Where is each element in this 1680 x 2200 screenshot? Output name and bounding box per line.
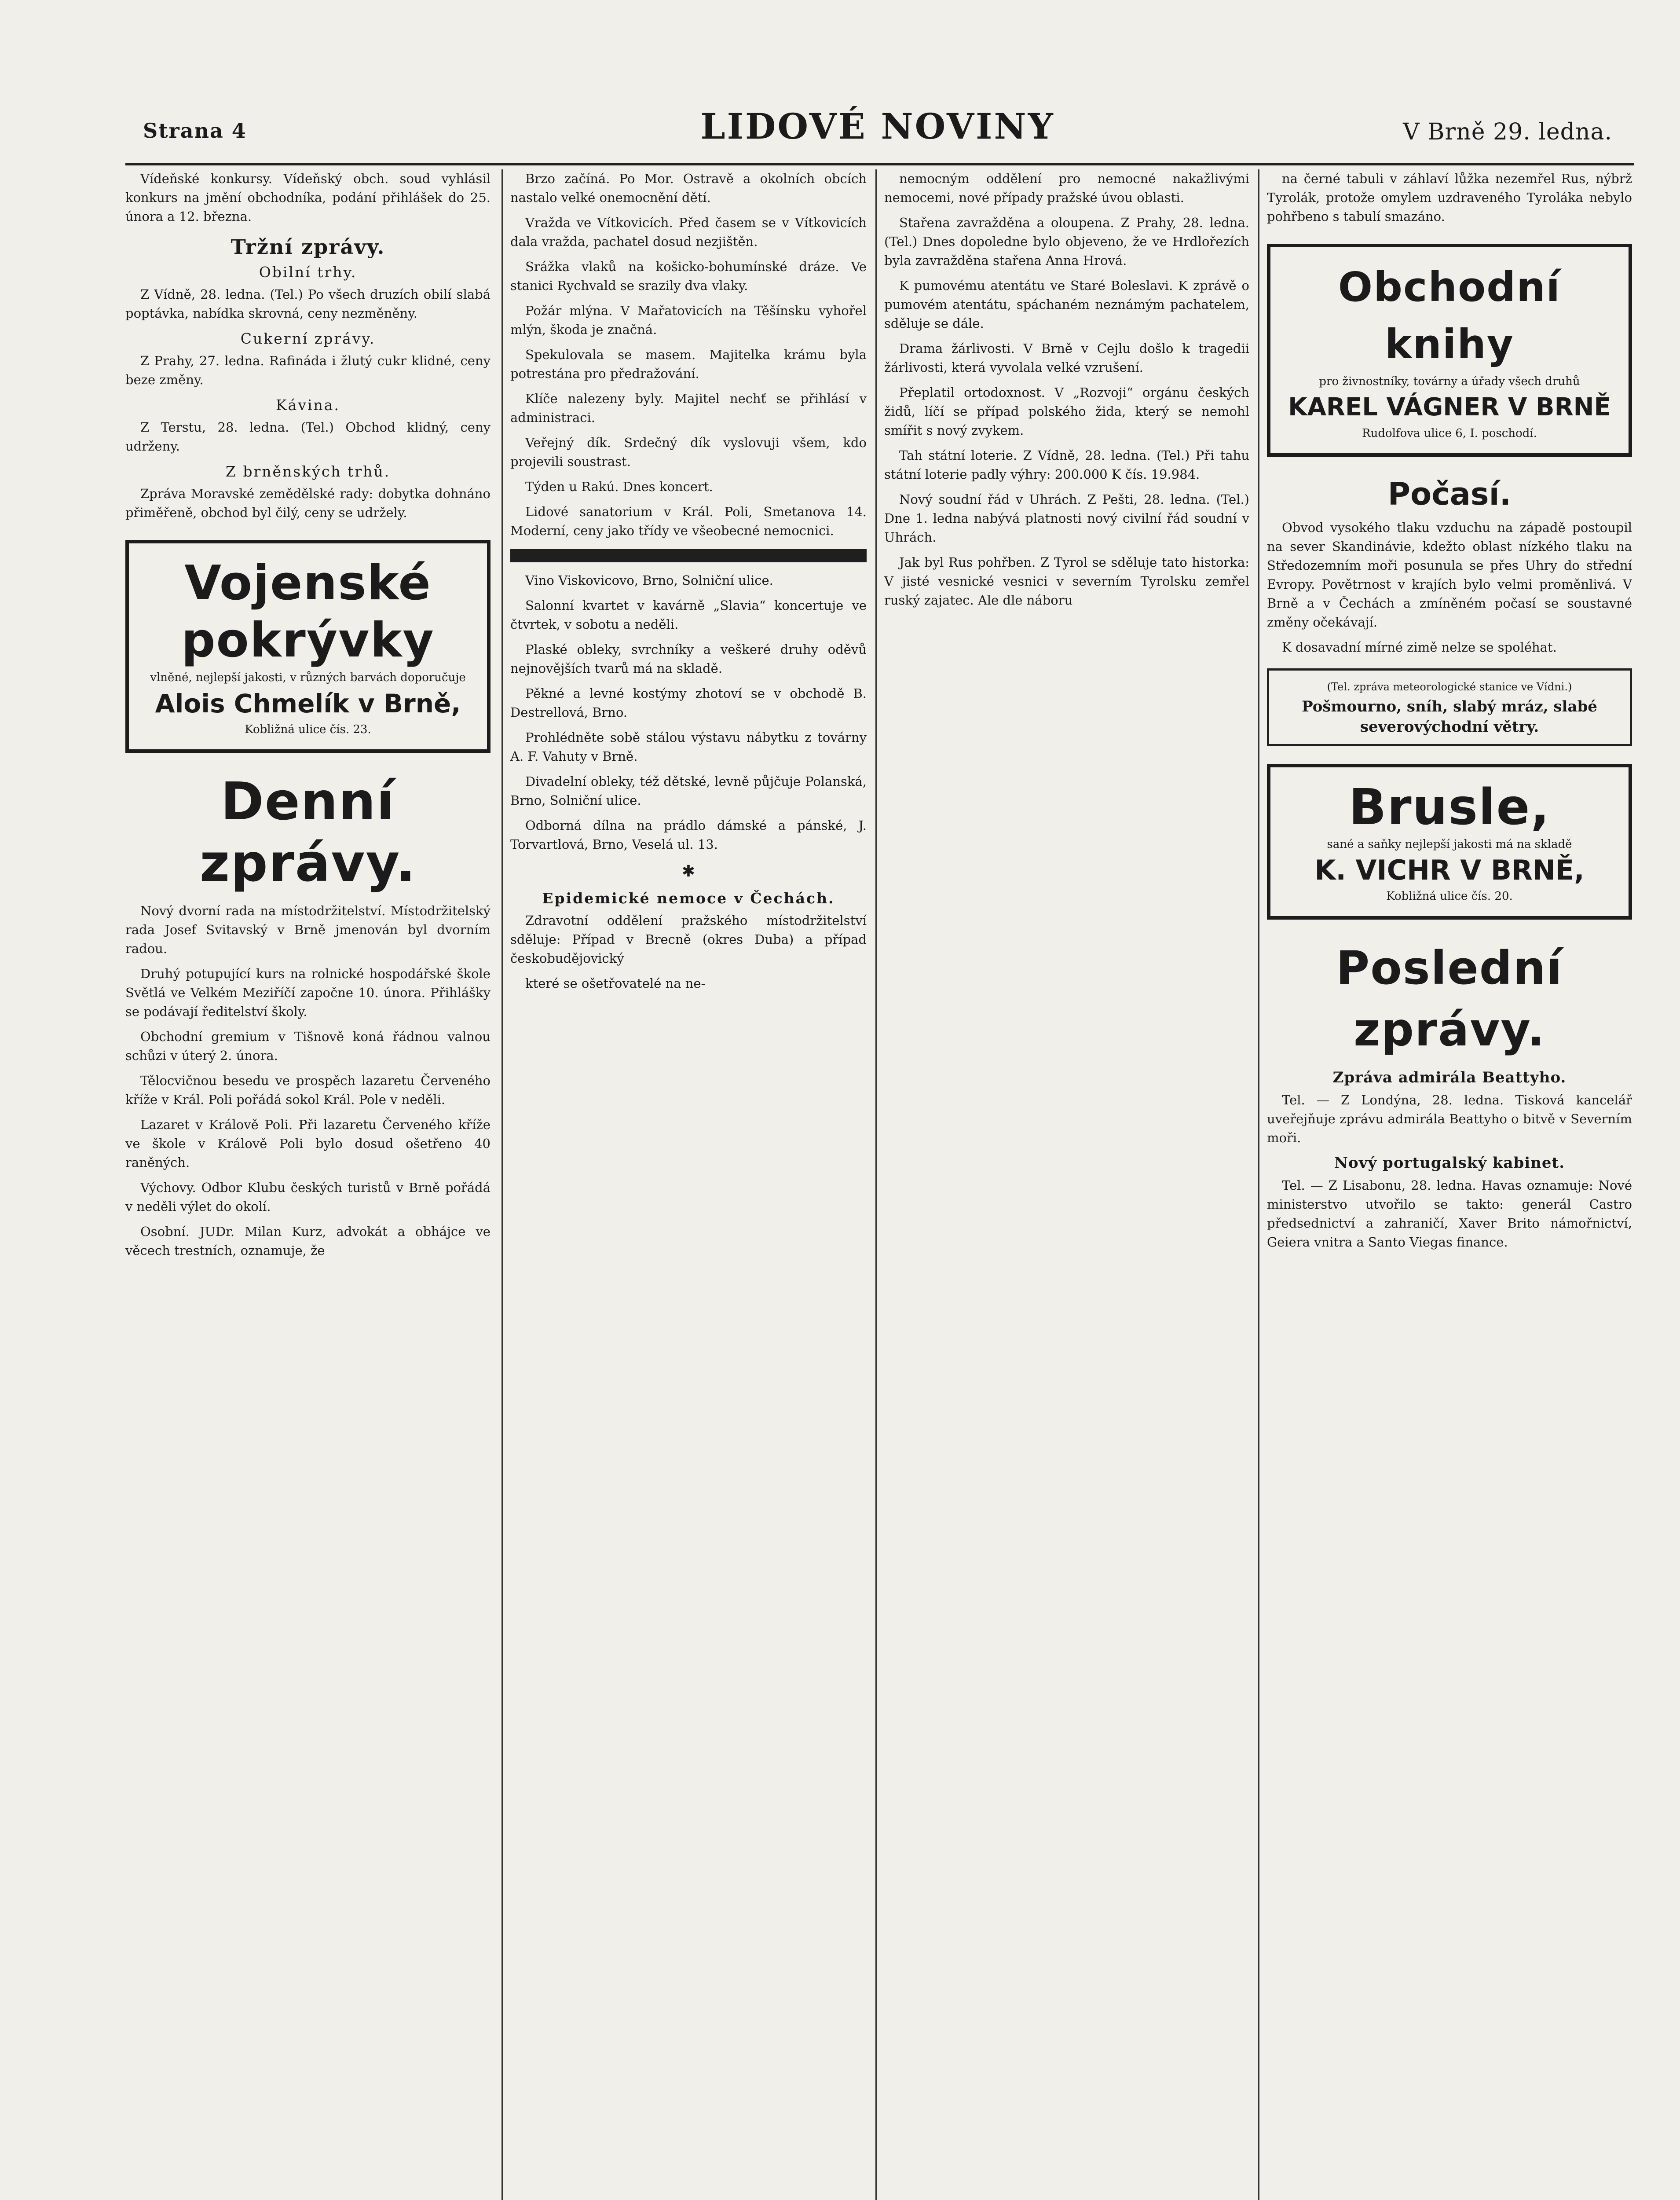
separator-star: ✱ xyxy=(681,862,695,880)
classified-item: Vino Viskovicovo, Brno, Solniční ulice. xyxy=(525,573,773,588)
news-item: Nový soudní řád v Uhrách. Z Pešti, 28. ledna. (Tel.) Dne 1. ledna nabývá platnosti nový civilní řád soudní v Uhrách. xyxy=(884,492,1249,545)
classified-item: Plaské obleky, svrchníky a veškeré druhy oděvů nejnovějších tvarů má na skladě. xyxy=(510,642,867,676)
news-item: na černé tabuli v záhlaví lůžka nezemřel Rus, nýbrž Tyrolák, protože omylem uzdraveného Tyroláka nebylo pohřbeno s tabulí smazáno. xyxy=(1267,171,1632,224)
news-item: nemocným oddělení pro nemocné nakažlivými nemocemi, nové případy pražské úvou oblasti. xyxy=(884,171,1249,205)
subheading-epidemics: Epidemické nemoce v Čechách. xyxy=(542,890,835,907)
news-item: Nový dvorní rada na místodržitelství. Místodržitelský rada Josef Svitavský v Brně jmenován byl dvorním radou. xyxy=(125,903,490,956)
column-divider xyxy=(1258,169,1259,2200)
news-item: Veřejný dík. Srdečný dík vyslovuji všem, kdo projevili soustrast. xyxy=(510,435,867,469)
advert-ledgers-address: Rudolfova ulice 6, I. poschodí. xyxy=(1362,427,1537,440)
section-heading-latest-news: Poslední zprávy. xyxy=(1336,941,1563,1056)
news-item: Jak byl Rus pohřben. Z Tyrol se sděluje tato historka: V jisté vesnické vesnici v severním Tyrolsku zemřel ruský zajatec. Ale dle náboru xyxy=(884,555,1249,608)
advert-ledgers xyxy=(1267,244,1632,457)
weather-forecast-box xyxy=(1267,668,1632,746)
header-rule xyxy=(125,163,1634,165)
classified-item: Prohlédněte sobě stálou výstavu nábytku z továrny A. F. Vahuty v Brně. xyxy=(510,730,867,764)
advert-blankets xyxy=(125,540,490,753)
advert-skates-address: Kobližná ulice čís. 20. xyxy=(1386,890,1513,903)
news-item: Brzo začíná. Po Mor. Ostravě a okolních obcích nastalo velké onemocnění dětí. xyxy=(510,171,867,205)
advert-skates-text: sané a saňky nejlepší jakosti má na skladě xyxy=(1327,838,1572,851)
article-grain: Z Vídně, 28. ledna. (Tel.) Po všech druzích obilí slabá poptávka, nabídka skrovná, ceny nezměněny. xyxy=(125,287,490,321)
news-item: Druhý potupující kurs na rolnické hospodářské škole Světlá ve Velkém Meziříčí započne 10. února. Přihlášky se podávají ředitelství školy. xyxy=(125,966,490,1019)
news-item: Lidové sanatorium v Král. Poli, Smetanova 14. Moderní, ceny jako třídy ve všeobecné nemocnici. xyxy=(510,504,867,538)
advert-blankets-title: Vojenské pokrývky xyxy=(181,556,435,668)
news-item: Týden u Rakú. Dnes koncert. xyxy=(525,479,713,494)
subheading-sugar: Cukerní zprávy. xyxy=(240,330,376,347)
news-item: Vražda ve Vítkovicích. Před časem se v Vítkovicích dala vražda, pachatel dosud nezjištěn. xyxy=(510,215,867,249)
subheading-brno-markets: Z brněnských trhů. xyxy=(225,463,391,480)
subheading-grain: Obilní trhy. xyxy=(259,264,357,281)
news-item: Lazaret v Králově Poli. Při lazaretu Červeného kříže ve škole v Králově Poli bylo dosud ošetřeno 40 raněných. xyxy=(125,1117,490,1170)
news-item: Přeplatil ortodoxnost. V „Rozvoji“ orgánu českých židů, líčí se případ polského žida, který se nemohl smířit s nový zvykem. xyxy=(884,385,1249,438)
advert-skates xyxy=(1267,764,1632,920)
news-item: Tah státní loterie. Z Vídně, 28. ledna. (Tel.) Při tahu státní loterie padly výhry: 200.000 K čís. 19.984. xyxy=(884,448,1249,482)
news-item: Klíče nalezeny byly. Majitel nechť se přihlásí v administraci. xyxy=(510,391,867,425)
page-header xyxy=(125,106,1630,158)
article-konkursy: Vídeňské konkursy. Vídeňský obch. soud vyhlásil konkurs na jmění obchodníka, podání přihlášek do 25. února a 12. března. xyxy=(125,171,490,224)
classified-item: Pěkné a levné kostýmy zhotoví se v obchodě B. Destrellová, Brno. xyxy=(510,686,867,720)
advert-skates-firm: K. VICHR V BRNĚ, xyxy=(1314,854,1585,886)
section-heading-daily-news: Denní zprávy. xyxy=(199,771,417,893)
subheading-beatty: Zpráva admirála Beattyho. xyxy=(1332,1069,1567,1086)
advert-blankets-address: Kobližná ulice čís. 23. xyxy=(245,723,371,736)
article-brno-markets: Zpráva Moravské zemědělské rady: dobytka dohnáno přiměřeně, obchod byl čilý, ceny se udržely. xyxy=(125,486,490,520)
section-heading-weather: Počasí. xyxy=(1387,476,1512,512)
column-4 xyxy=(1267,169,1632,2200)
advert-ledgers-firm: KAREL VÁGNER V BRNĚ xyxy=(1288,393,1611,422)
news-item: které se ošetřovatelé na ne- xyxy=(525,976,706,991)
news-item: Tel. — Z Lisabonu, 28. ledna. Havas oznamuje: Nové ministerstvo utvořilo se takto: generál Castro předsednictví a zahraničí, Xaver Brito námořnictví, Geiera vnitra a Santo Viegas finance. xyxy=(1267,1178,1632,1250)
article-coffee: Z Terstu, 28. ledna. (Tel.) Obchod klidný, ceny udrženy. xyxy=(125,420,490,454)
classified-item: Divadelní obleky, též dětské, levně půjčuje Polanská, Brno, Solniční ulice. xyxy=(510,774,867,808)
news-item: Obchodní gremium v Tišnově koná řádnou valnou schůzi v úterý 2. února. xyxy=(125,1029,490,1063)
classified-item: Odborná dílna na prádlo dámské a pánské, J. Torvartlová, Brno, Veselá ul. 13. xyxy=(510,818,867,852)
weather-report: Obvod vysokého tlaku vzduchu na západě postoupil na sever Skandinávie, kdežto oblast nízkého tlaku na Středozemním moři posunula se přes Uhry do střední Evropy. Povětrnost v krajích bylo velmi proměnlivá. V Brně a v Čechách a zmíněném počasí se soustavné změny očekávají. xyxy=(1267,520,1632,630)
column-divider xyxy=(501,169,503,2200)
page-number: Strana 4 xyxy=(143,119,247,143)
classified-item: Salonní kvartet v kavárně „Slavia“ koncertuje ve čtvrtek, v sobotu a neděli. xyxy=(510,598,867,632)
news-item: Srážka vlaků na košicko-bohumínské dráze. Ve stanici Rychvald se srazily dva vlaky. xyxy=(510,259,867,293)
advert-ledgers-text: pro živnostníky, továrny a úřady všech druhů xyxy=(1319,375,1580,388)
news-item: K pumovému atentátu ve Staré Boleslavi. K zprávě o pumovém atentátu, spáchaném neznámým pachatelem, sděluje se dále. xyxy=(884,278,1249,331)
column-1 xyxy=(125,169,490,2200)
section-heading-market: Tržní zprávy. xyxy=(231,235,385,259)
news-item: Požár mlýna. V Mařatovicích na Těšínsku vyhořel mlýn, škoda je značná. xyxy=(510,303,867,337)
news-item: Osobní. JUDr. Milan Kurz, advokát a obhájce ve věcech trestních, oznamuje, že xyxy=(125,1224,490,1258)
news-item: Stařena zavražděna a oloupena. Z Prahy, 28. ledna. (Tel.) Dnes dopoledne bylo objeveno, že ve Hrdlořezích byla zavražděna stařena Anna Hrová. xyxy=(884,215,1249,268)
news-item: Drama žárlivosti. V Brně v Cejlu došlo k tragedii žárlivosti, která vyvolala velké vzrušení. xyxy=(884,341,1249,375)
column-3 xyxy=(884,169,1249,2200)
news-item: Výchovy. Odbor Klubu českých turistů v Brně pořádá v neděli výlet do okolí. xyxy=(125,1180,490,1214)
news-item: Tel. — Z Londýna, 28. ledna. Tisková kancelář uveřejňuje zprávu admirála Beattyho o bitvě v Severním moři. xyxy=(1267,1093,1632,1145)
forecast-text: Pošmourno, sníh, slabý mráz, slabé severovýchodní větry. xyxy=(1302,698,1597,736)
masthead-title: LIDOVÉ NOVINY xyxy=(700,106,1055,147)
advert-ledgers-title: Obchodní knihy xyxy=(1338,264,1561,368)
news-item: Spekulovala se masem. Majitelka krámu byla potrestána pro předražování. xyxy=(510,347,867,381)
weather-report: K dosavadní mírné zimě nelze se spoléhat. xyxy=(1282,640,1557,655)
news-item: Tělocvičnou besedu ve prospěch lazaretu Červeného kříže v Král. Poli pořádá sokol Král. Pole v neděli. xyxy=(125,1073,490,1107)
subheading-coffee: Kávina. xyxy=(276,396,340,414)
advert-skates-title: Brusle, xyxy=(1349,779,1550,836)
separator-bar xyxy=(510,549,867,562)
advert-blankets-text: vlněné, nejlepší jakosti, v různých barvách doporučuje xyxy=(150,671,466,684)
subheading-portugal: Nový portugalský kabinet. xyxy=(1334,1154,1565,1172)
article-sugar: Z Prahy, 27. ledna. Rafináda i žlutý cukr klidné, ceny beze změny. xyxy=(125,353,490,387)
news-item: Zdravotní oddělení pražského místodržitelství sděluje: Případ v Brecně (okres Duba) a případ českobudějovický xyxy=(510,913,867,966)
column-divider xyxy=(875,169,877,2200)
column-2 xyxy=(510,169,867,2200)
issue-date: V Brně 29. ledna. xyxy=(1403,119,1612,145)
forecast-label: (Tel. zpráva meteorologické stanice ve Vídni.) xyxy=(1327,681,1572,693)
advert-blankets-firm: Alois Chmelík v Brně, xyxy=(155,689,461,719)
